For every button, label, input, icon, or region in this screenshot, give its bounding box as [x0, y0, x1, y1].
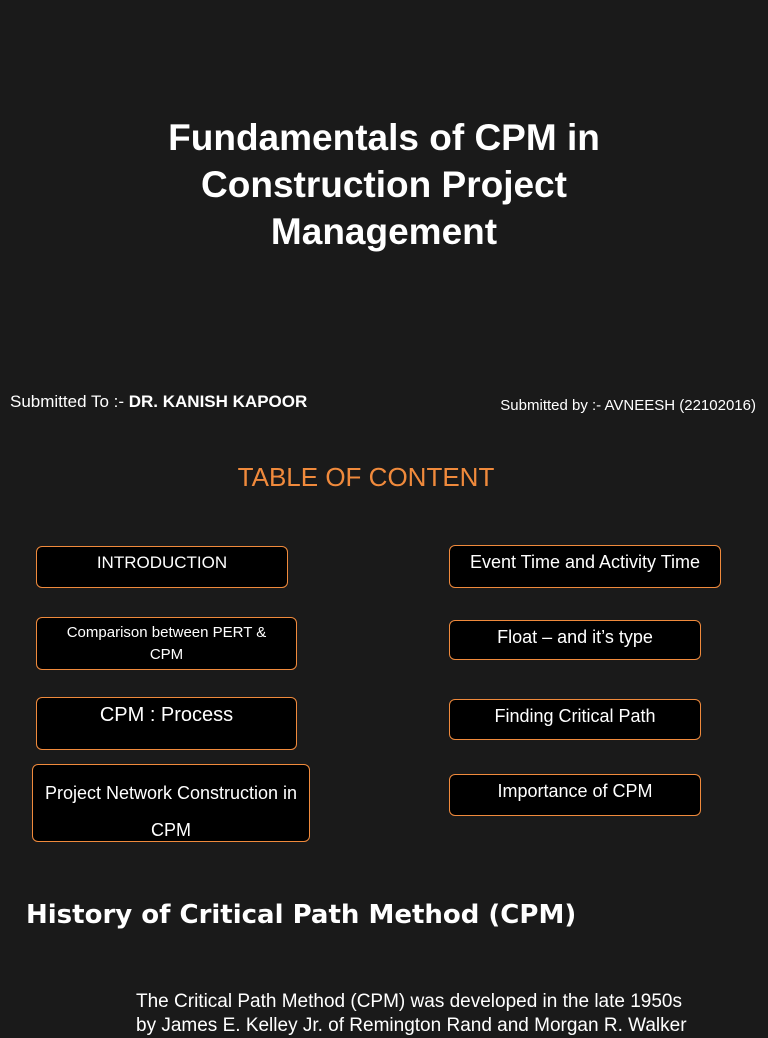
toc-item-network-construction[interactable] — [32, 764, 310, 842]
history-line-2: by James E. Kelley Jr. of Remington Rand and Morgan R. Walker — [136, 1015, 687, 1036]
history-line-1: The Critical Path Method (CPM) was developed in the late 1950s — [136, 991, 682, 1012]
toc-item-label: Event Time and Activity Time — [469, 552, 701, 572]
submitted-to-label: Submitted To :- — [10, 392, 129, 411]
toc-heading: TABLE OF CONTENT — [237, 462, 495, 492]
toc-item-label: INTRODUCTION — [96, 553, 228, 572]
toc-item-label: Finding Critical Path — [494, 706, 656, 726]
page-title: Fundamentals of CPM in Construction Project Management — [168, 117, 600, 252]
history-paragraph — [136, 990, 726, 1038]
submitted-to — [10, 392, 307, 412]
toc-item-importance[interactable] — [449, 774, 701, 816]
history-heading: History of Critical Path Method (CPM) — [26, 900, 577, 930]
toc-item-label: Project Network Construction in CPM — [44, 783, 298, 840]
toc-item-label: CPM : Process — [99, 704, 234, 726]
toc-item-comparison[interactable] — [36, 617, 297, 670]
submitted-to-name: DR. KANISH KAPOOR — [128, 392, 308, 411]
toc-item-cpm-process[interactable] — [36, 697, 297, 750]
toc-item-label: Importance of CPM — [497, 781, 653, 801]
toc-item-event-time[interactable] — [449, 545, 721, 588]
toc-item-float[interactable] — [449, 620, 701, 660]
toc-item-introduction[interactable] — [36, 546, 288, 588]
toc-item-label: Comparison between PERT & CPM — [66, 624, 267, 663]
toc-item-label: Float – and it’s type — [497, 627, 653, 647]
toc-item-critical-path[interactable] — [449, 699, 701, 740]
submitted-by: Submitted by :- AVNEESH (22102016) — [500, 397, 756, 414]
